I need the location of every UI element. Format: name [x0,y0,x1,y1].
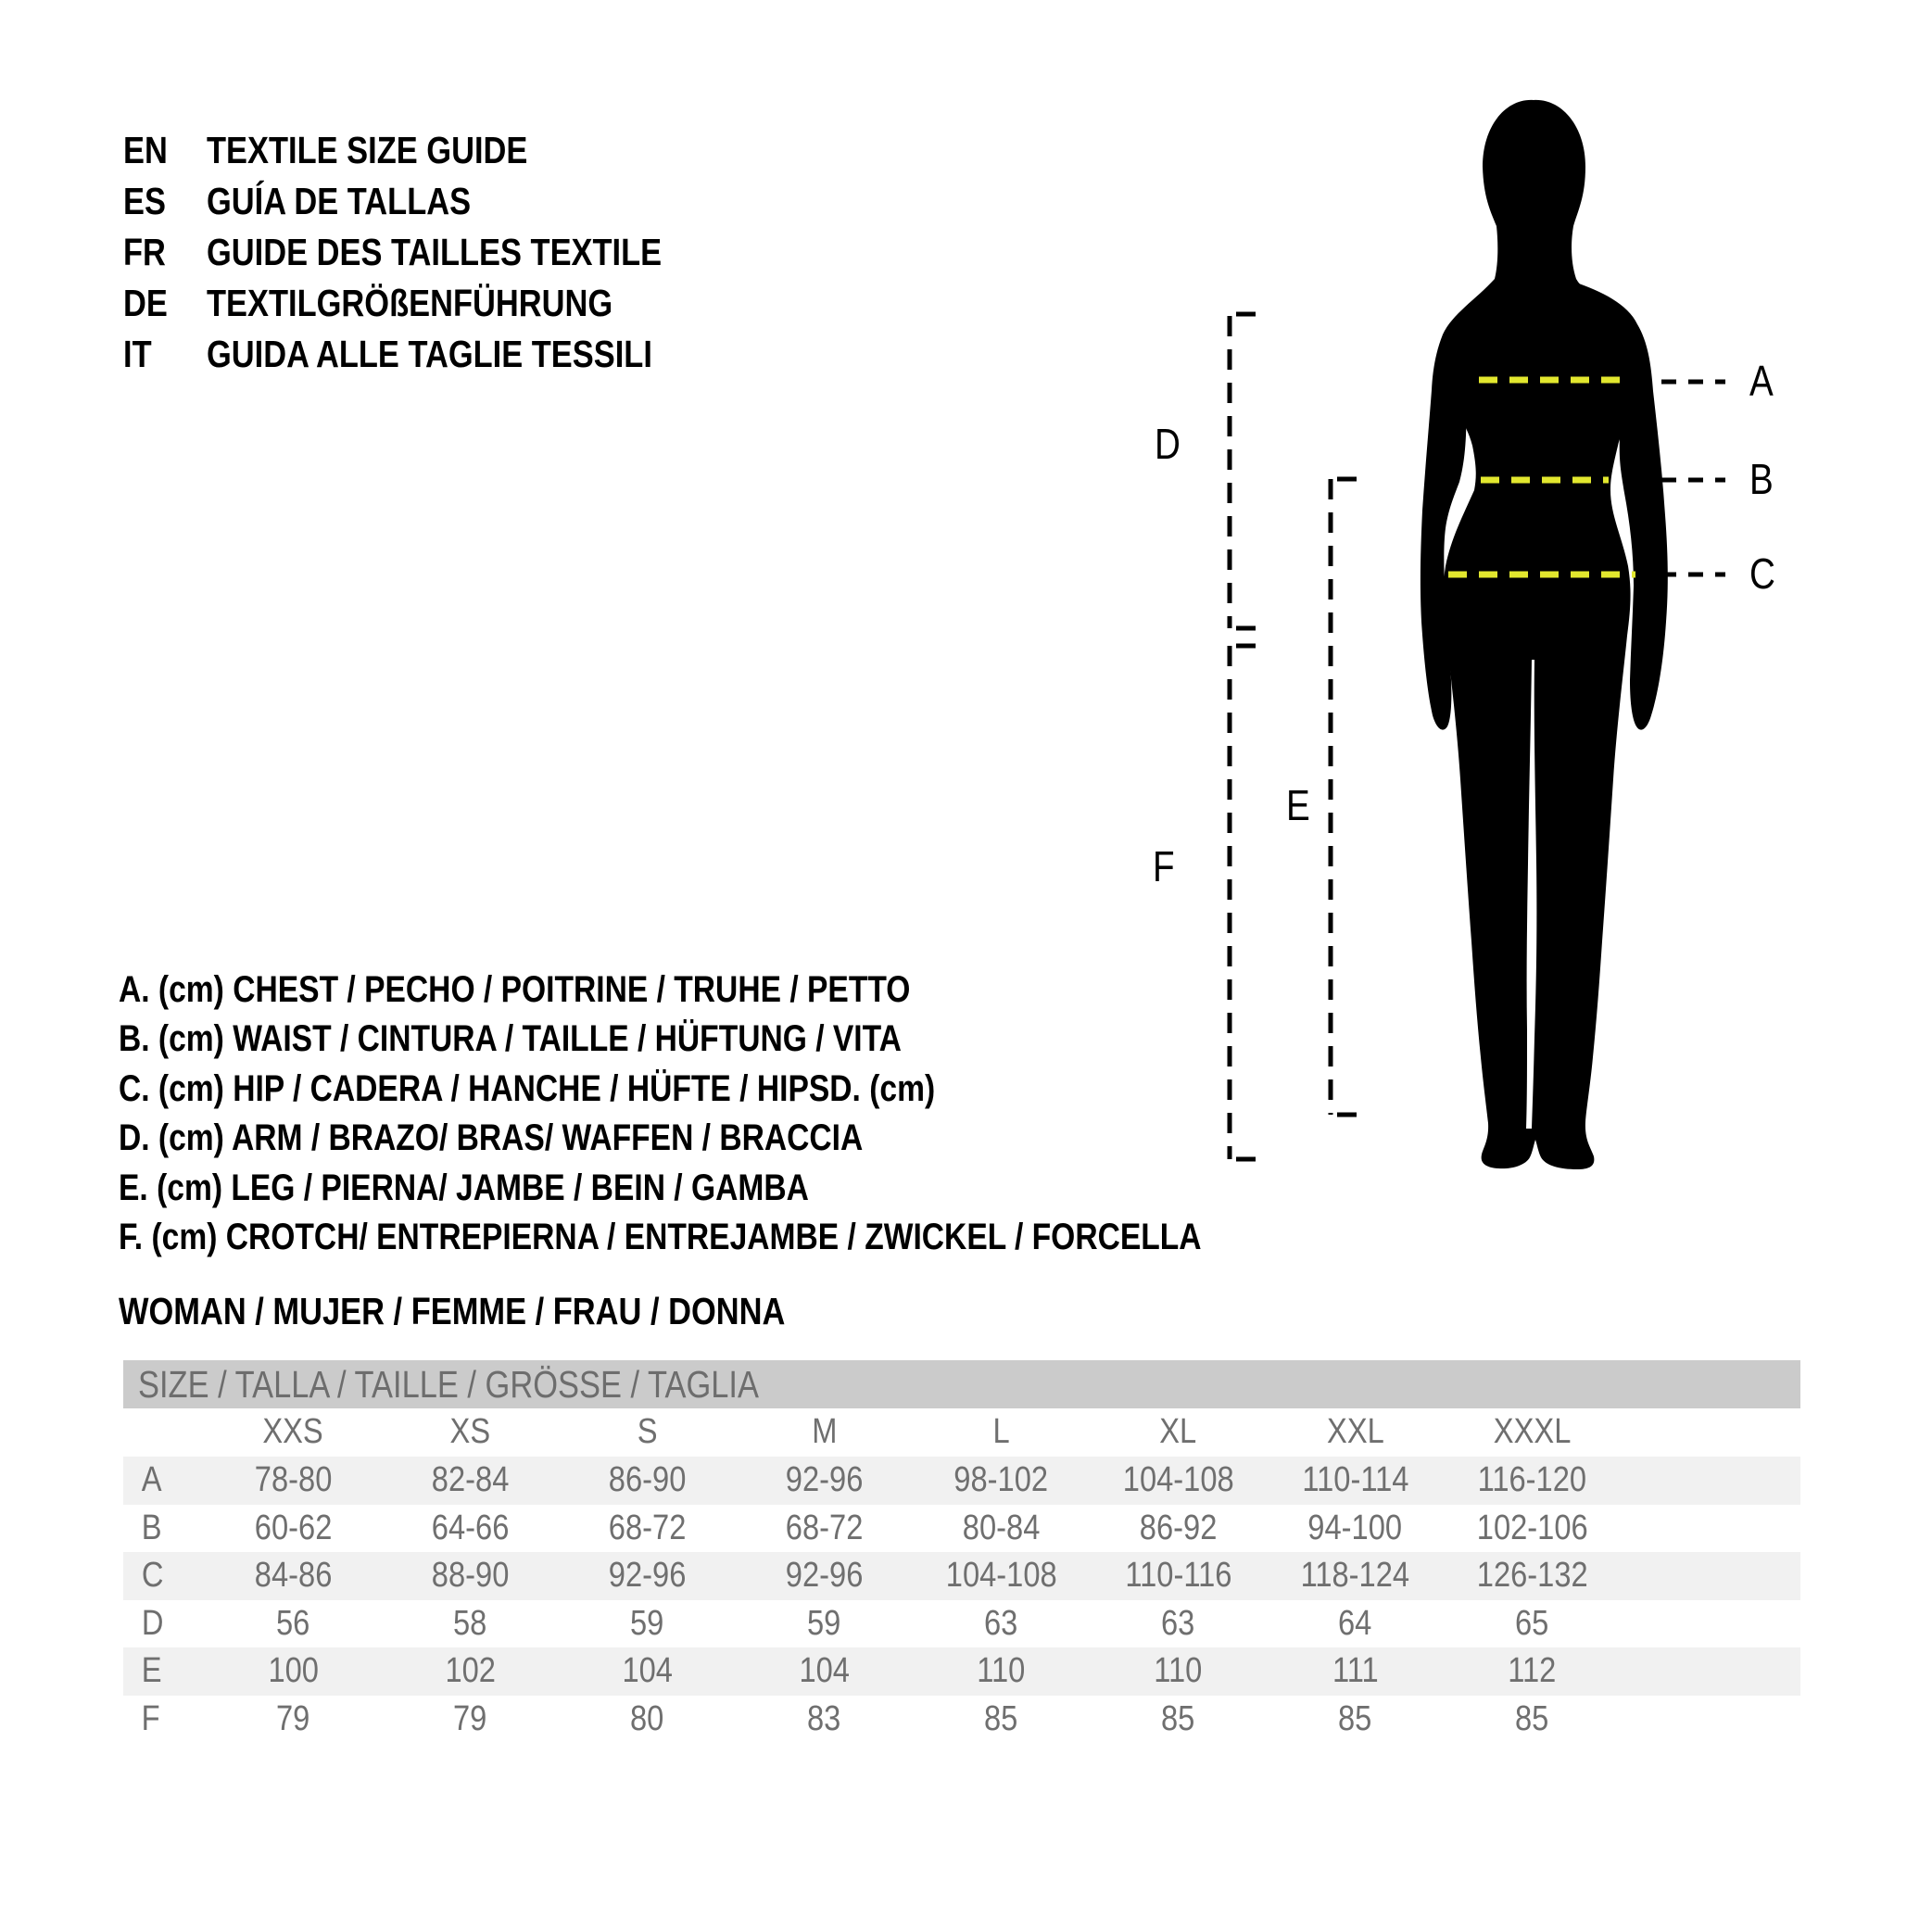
table-cell: 110-116 [1124,1556,1232,1596]
gender-title: WOMAN / MUJER / FEMME / FRAU / DONNA [119,1290,786,1332]
size-column-header: XXXL [1493,1411,1572,1451]
label-connector-lines [1661,382,1725,574]
table-cell: 116-120 [1477,1460,1587,1500]
chest-label-a: A [1749,357,1774,405]
row-label: E [141,1651,162,1691]
body-shape [1443,100,1648,1169]
table-cell: 104-108 [945,1556,1057,1596]
language-title: TEXTILE SIZE GUIDE [207,129,528,171]
size-table-rows [123,1457,1800,1743]
legend-line: F. (cm) CROTCH/ ENTREPIERNA / ENTREJAMBE / ZWICKEL / FORCELLA [119,1216,1202,1257]
table-cell: 104-108 [1122,1460,1234,1500]
language-title: GUIDA ALLE TAGLIE TESSILI [207,333,652,375]
arm-label-d: D [1155,420,1181,468]
size-column-header: XL [1159,1411,1197,1451]
table-row [123,1600,1800,1648]
table-cell: 86-92 [1139,1508,1218,1547]
table-cell: 126-132 [1476,1556,1588,1596]
size-column-header: XXL [1326,1411,1384,1451]
language-title: GUÍA DE TALLAS [207,180,472,222]
table-cell: 65 [1515,1603,1549,1643]
table-cell: 110 [1154,1651,1203,1691]
row-label: C [141,1556,164,1596]
table-cell: 100 [268,1651,319,1691]
table-cell: 64-66 [431,1508,510,1547]
table-cell: 85 [1338,1698,1372,1738]
table-cell: 88-90 [431,1556,510,1596]
size-columns-row [123,1408,1800,1455]
crotch-label-f: F [1153,842,1175,890]
table-cell: 83 [807,1698,841,1738]
table-cell: 104 [799,1651,850,1691]
table-cell: 112 [1508,1651,1557,1691]
size-column-header: S [637,1411,658,1451]
table-row [123,1696,1800,1744]
leg-label-e: E [1286,781,1310,829]
table-cell: 64 [1338,1603,1372,1643]
size-column-header: M [811,1411,838,1451]
table-cell: 63 [984,1603,1018,1643]
table-cell: 68-72 [608,1508,687,1547]
table-cell: 78-80 [254,1460,333,1500]
size-table-header-text: SIZE / TALLA / TAILLE / GRÖSSE / TAGLIA [138,1362,759,1406]
table-cell: 98-102 [953,1460,1049,1500]
size-column-header: L [992,1411,1010,1451]
table-cell: 79 [453,1698,487,1738]
row-label: F [141,1698,160,1738]
table-cell: 58 [453,1603,487,1643]
table-row [123,1505,1800,1553]
table-cell: 85 [1515,1698,1549,1738]
table-row [123,1457,1800,1505]
table-cell: 80-84 [962,1508,1041,1547]
table-cell: 59 [630,1603,664,1643]
measurement-legend [119,966,1408,1262]
language-title: TEXTILGRÖßENFÜHRUNG [207,282,613,324]
table-cell: 102 [445,1651,496,1691]
table-cell: 85 [1161,1698,1195,1738]
legend-line: B. (cm) WAIST / CINTURA / TAILLE / HÜFTUNG / VITA [119,1018,902,1060]
table-cell: 80 [630,1698,664,1738]
row-label: B [141,1508,162,1547]
legend-line: E. (cm) LEG / PIERNA/ JAMBE / BEIN / GAMBA [119,1167,809,1208]
table-row [123,1552,1800,1600]
table-cell: 59 [807,1603,841,1643]
table-cell: 86-90 [608,1460,687,1500]
table-cell: 56 [276,1603,310,1643]
row-label: A [141,1460,162,1500]
legend-line: D. (cm) ARM / BRAZO/ BRAS/ WAFFEN / BRACCIA [119,1117,864,1159]
waist-label-b: B [1749,455,1774,503]
size-column-header: XS [449,1411,491,1451]
table-cell: 92-96 [785,1460,864,1500]
legend-line: C. (cm) HIP / CADERA / HANCHE / HÜFTE / HIPSD. (cm) [119,1067,936,1109]
silhouette [1421,100,1668,1169]
row-label: D [141,1603,164,1643]
table-cell: 118-124 [1300,1556,1410,1596]
language-title: GUIDE DES TAILLES TEXTILE [207,231,663,273]
language-code: ES [123,180,166,222]
table-row [123,1647,1800,1696]
language-code: DE [123,282,168,324]
table-cell: 68-72 [785,1508,864,1547]
table-cell: 111 [1332,1651,1379,1691]
legend-line: A. (cm) CHEST / PECHO / POITRINE / TRUHE / PETTO [119,969,911,1010]
language-code: IT [123,333,152,375]
size-table-header-bar [123,1360,1800,1408]
table-cell: 110-114 [1301,1460,1409,1500]
table-cell: 82-84 [431,1460,510,1500]
hip-label-c: C [1749,549,1775,598]
table-cell: 63 [1161,1603,1195,1643]
table-cell: 60-62 [254,1508,333,1547]
language-code: EN [123,129,168,171]
table-cell: 94-100 [1307,1508,1403,1547]
table-cell: 110 [977,1651,1026,1691]
table-cell: 102-106 [1476,1508,1588,1547]
table-cell: 85 [984,1698,1018,1738]
table-cell: 92-96 [785,1556,864,1596]
table-cell: 92-96 [608,1556,687,1596]
size-column-header: XXS [262,1411,324,1451]
language-code: FR [123,231,166,273]
table-cell: 84-86 [254,1556,333,1596]
table-cell: 79 [276,1698,310,1738]
table-cell: 104 [622,1651,673,1691]
